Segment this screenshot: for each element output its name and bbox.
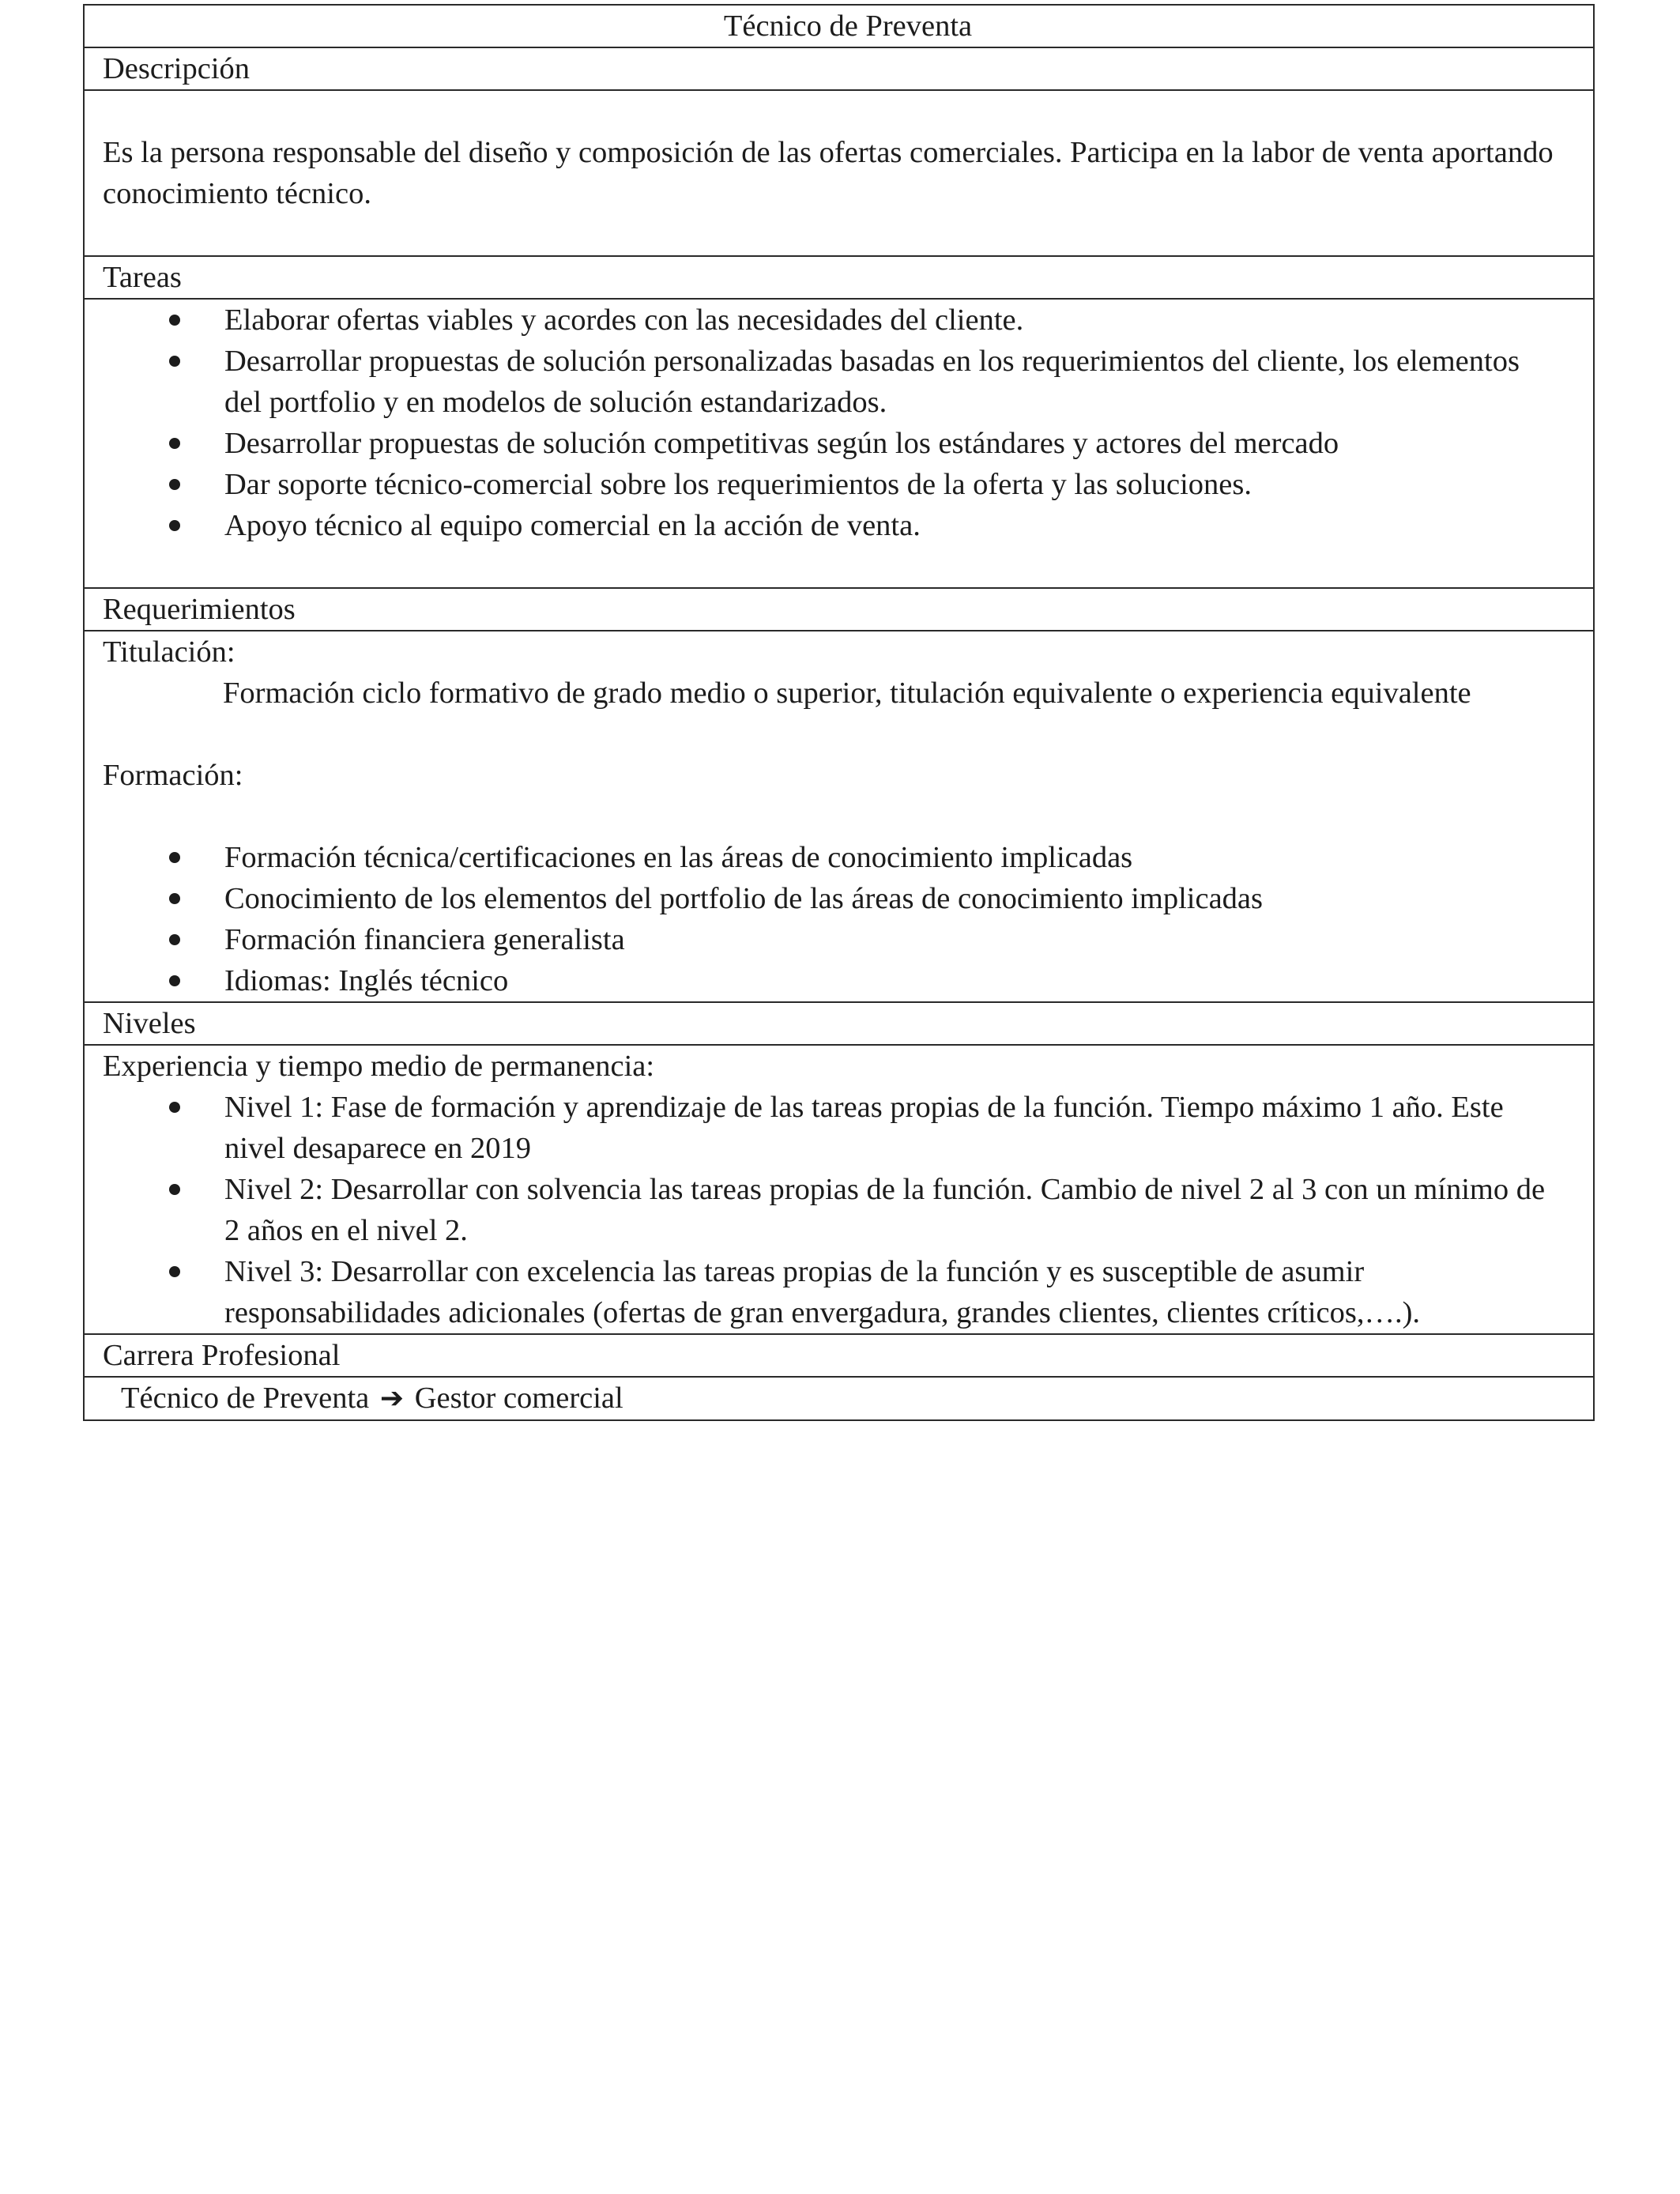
- descripcion-content-row: [84, 90, 1594, 256]
- tareas-cell: [84, 299, 1594, 588]
- tareas-heading-row: [84, 256, 1594, 299]
- spacer: [103, 714, 1593, 755]
- bullet-icon: [169, 1266, 180, 1277]
- bullet-icon: [169, 934, 180, 945]
- niveles-heading: Niveles: [84, 1002, 1594, 1045]
- tarea-text: Desarrollar propuestas de solución personalizadas basadas en los requerimientos del cliente, los elementos del portfolio y en modelos de solución estandarizados.: [224, 345, 1520, 419]
- tarea-text: Apoyo técnico al equipo comercial en la acción de venta.: [224, 509, 921, 542]
- carrera-from: Técnico de Preventa: [121, 1382, 370, 1415]
- bullet-icon: [169, 975, 180, 986]
- nivel-text: Nivel 1: Fase de formación y aprendizaje de las tareas propias de la función. Tiempo máximo 1 año. Este nivel desaparece en 2019: [224, 1091, 1504, 1165]
- list-item: [103, 878, 1593, 919]
- formacion-label: Formación:: [103, 759, 243, 792]
- formacion-text: Formación técnica/certificaciones en las áreas de conocimiento implicadas: [224, 841, 1133, 874]
- carrera-content-row: [84, 1377, 1594, 1420]
- formacion-text: Idiomas: Inglés técnico: [224, 964, 509, 997]
- carrera-heading-row: [84, 1334, 1594, 1377]
- nivel-text: Nivel 2: Desarrollar con solvencia las tareas propias de la función. Cambio de nivel 2 al 3 con un mínimo de 2 años en el nivel 2.: [224, 1173, 1546, 1247]
- titulacion-label: Titulación:: [103, 635, 235, 669]
- bullet-icon: [169, 1102, 180, 1113]
- tarea-text: Desarrollar propuestas de solución competitivas según los estándares y actores del mercado: [224, 427, 1339, 460]
- carrera-heading: Carrera Profesional: [84, 1334, 1594, 1377]
- list-item: [103, 919, 1593, 960]
- list-item: [103, 300, 1593, 341]
- spacer: [103, 796, 1593, 837]
- formacion-list: [103, 837, 1593, 1001]
- formacion-text: Conocimiento de los elementos del portfolio de las áreas de conocimiento implicadas: [224, 882, 1263, 915]
- bullet-icon: [169, 438, 180, 449]
- descripcion-heading-row: [84, 47, 1594, 90]
- list-item: [103, 1169, 1593, 1251]
- list-item: [103, 837, 1593, 878]
- list-item: [103, 1251, 1593, 1333]
- titulacion-text: Formación ciclo formativo de grado medio o superior, titulación equivalente o experiencia equivalente: [223, 677, 1471, 710]
- descripcion-heading: Descripción: [84, 47, 1594, 90]
- niveles-list: [103, 1087, 1593, 1333]
- requerimientos-heading: Requerimientos: [84, 588, 1594, 631]
- arrow-right-icon: ➔: [379, 1382, 405, 1415]
- niveles-content-row: [84, 1045, 1594, 1334]
- page-title: Técnico de Preventa: [84, 5, 1594, 47]
- nivel-text: Nivel 3: Desarrollar con excelencia las tareas propias de la función y es susceptible de asumir responsabilidades adicionales (ofertas de gran envergadura, grandes clientes, clientes críticos,….).: [224, 1255, 1421, 1329]
- bullet-icon: [169, 893, 180, 904]
- job-profile-table: [83, 4, 1595, 1421]
- list-item: [103, 1087, 1593, 1169]
- list-item: [103, 960, 1593, 1001]
- requerimientos-content-row: [84, 631, 1594, 1002]
- bullet-icon: [169, 356, 180, 367]
- list-item: [103, 423, 1593, 464]
- bullet-icon: [169, 479, 180, 490]
- list-item: [103, 464, 1593, 505]
- niveles-heading-row: [84, 1002, 1594, 1045]
- carrera-to: Gestor comercial: [414, 1382, 623, 1415]
- bullet-icon: [169, 315, 180, 326]
- title-row: [84, 5, 1594, 47]
- requerimientos-cell: [84, 631, 1594, 1002]
- descripcion-text: Es la persona responsable del diseño y composición de las ofertas comerciales. Participa en la labor de venta aportando conocimiento técnico.: [103, 136, 1554, 210]
- bullet-icon: [169, 520, 180, 531]
- requerimientos-heading-row: [84, 588, 1594, 631]
- niveles-intro: Experiencia y tiempo medio de permanencia:: [103, 1050, 655, 1083]
- tarea-text: Elaborar ofertas viables y acordes con las necesidades del cliente.: [224, 303, 1024, 337]
- tareas-content-row: [84, 299, 1594, 588]
- bullet-icon: [169, 852, 180, 863]
- list-item: [103, 505, 1593, 546]
- tareas-heading: Tareas: [84, 256, 1594, 299]
- carrera-cell: [84, 1377, 1594, 1420]
- formacion-text: Formación financiera generalista: [224, 923, 625, 956]
- tareas-list: [103, 300, 1593, 546]
- bullet-icon: [169, 1184, 180, 1195]
- descripcion-cell: [84, 90, 1594, 256]
- list-item: [103, 341, 1593, 423]
- tarea-text: Dar soporte técnico-comercial sobre los requerimientos de la oferta y las soluciones.: [224, 468, 1252, 501]
- niveles-cell: [84, 1045, 1594, 1334]
